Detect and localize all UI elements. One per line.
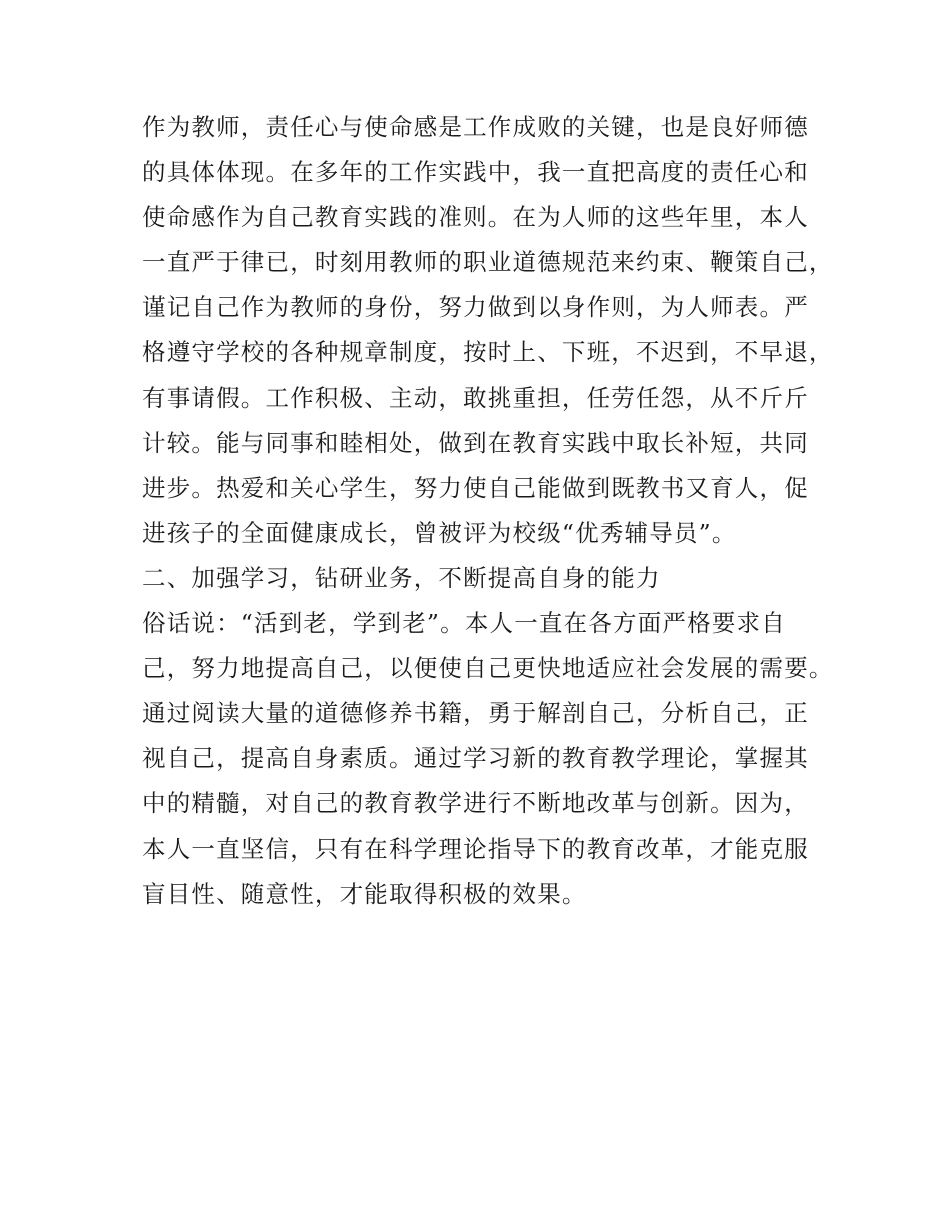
text-line-6: 格遵守学校的各种规章制度，按时上、下班，不迟到，不早退， <box>142 338 834 367</box>
text-line-17: 本人一直坚信，只有在科学理论指导下的教育改革，才能克服 <box>142 834 809 863</box>
text-line-3: 使命感作为自己教育实践的准则。在为人师的这些年里，本人 <box>142 203 809 232</box>
text-line-18: 盲目性、随意性，才能取得积极的效果。 <box>142 879 587 908</box>
text-line-16: 中的精髓，对自己的教育教学进行不断地改革与创新。因为， <box>142 789 809 818</box>
document-body <box>142 105 832 917</box>
text-line-1: 作为教师，责任心与使命感是工作成败的关键，也是良好师德 <box>142 113 809 141</box>
text-line-8: 计较。能与同事和睦相处，做到在教育实践中取长补短，共同 <box>142 428 809 457</box>
text-line-7: 有事请假。工作积极、主动，敢挑重担，任劳任怨，从不斤斤 <box>142 383 809 412</box>
text-line-2: 的具体体现。在多年的工作实践中，我一直把高度的责任心和 <box>142 158 809 187</box>
text-line-5: 谨记自己作为教师的身份，努力做到以身作则，为人师表。严 <box>142 293 809 322</box>
text-line-12: 俗话说：“活到老，学到老”。本人一直在各方面严格要求自 <box>142 609 786 638</box>
text-line-14: 通过阅读大量的道德修养书籍，勇于解剖自己，分析自己，正 <box>142 699 809 728</box>
section-heading: 二、加强学习，钻研业务，不断提高自身的能力 <box>142 563 661 592</box>
text-line-4: 一直严于律已，时刻用教师的职业道德规范来约束、鞭策自己， <box>142 248 834 277</box>
text-line-10: 进孩子的全面健康成长，曾被评为校级“优秀辅导员”。 <box>142 518 737 547</box>
text-line-13: 己，努力地提高自己，以便使自己更快地适应社会发展的需要。 <box>142 654 834 683</box>
text-line-9: 进步。热爱和关心学生，努力使自己能做到既教书又育人，促 <box>142 473 809 502</box>
text-line-15: 视自己，提高自身素质。通过学习新的教育教学理论，掌握其 <box>142 744 809 773</box>
